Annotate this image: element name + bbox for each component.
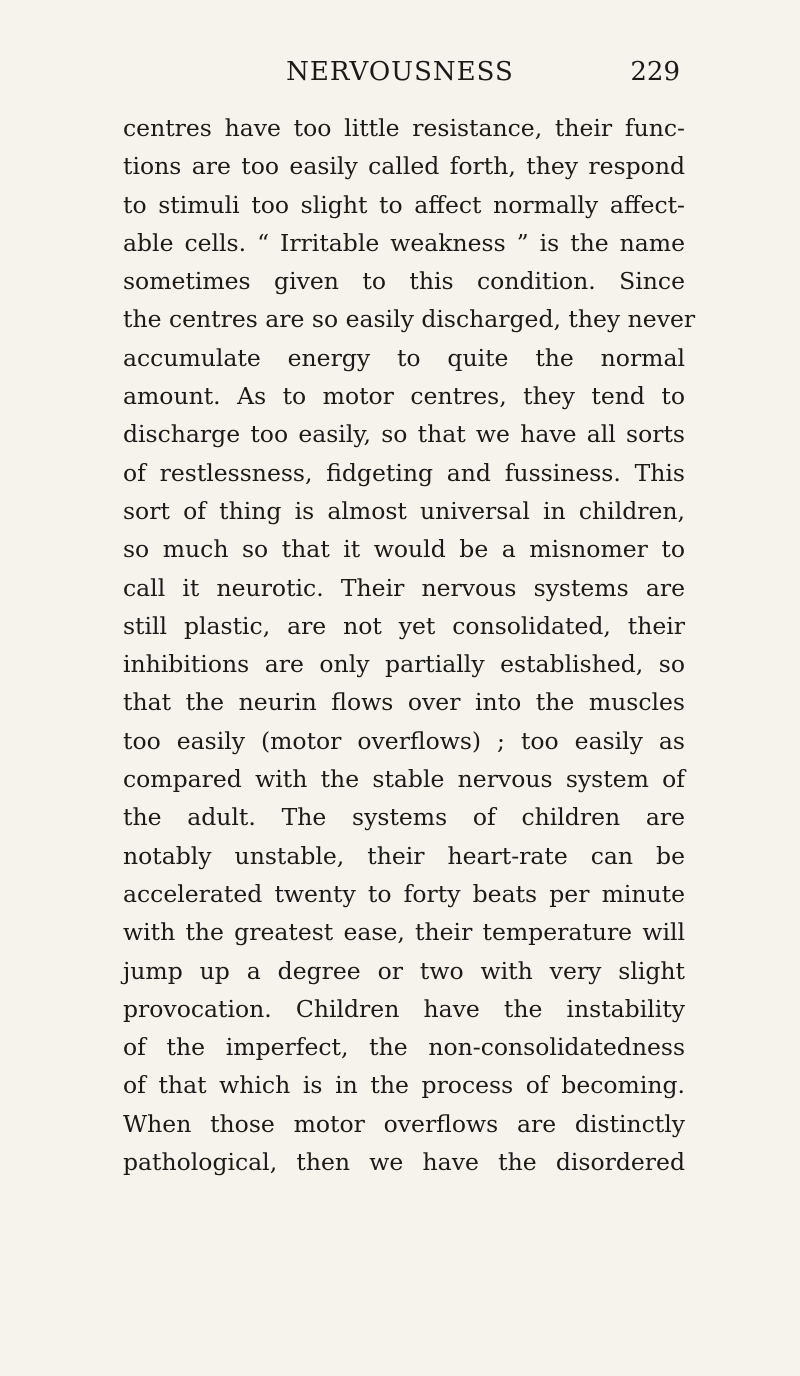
text-line: notably unstable, their heart-rate can be [123, 841, 685, 870]
text-line: the adult. The systems of children are [123, 803, 685, 832]
page-number: 229 [630, 57, 680, 87]
text-line: When those motor overflows are distinctly [123, 1109, 685, 1138]
text-line: centres have too little resistance, their func- [123, 114, 685, 142]
text-line: accelerated twenty to forty beats per minute [123, 879, 685, 908]
text-line: sort of thing is almost universal in children, [123, 496, 685, 525]
text-line: with the greatest ease, their temperature will [123, 918, 685, 947]
text-line: able cells. “ Irritable weakness ” is the name [123, 228, 685, 257]
text-line: amount. As to motor centres, they tend to [123, 382, 685, 411]
text-line: too easily (motor overflows) ; too easily as [123, 726, 685, 755]
text-line: that the neurin flows over into the muscles [123, 688, 685, 717]
running-title: NERVOUSNESS [286, 57, 514, 87]
text-line: pathological, then we have the disordered [123, 1148, 685, 1177]
running-head [0, 52, 800, 92]
text-line: so much so that it would be a misnomer to [123, 535, 685, 564]
text-line: still plastic, are not yet consolidated, their [123, 611, 685, 640]
text-line: discharge too easily, so that we have all sorts [123, 420, 685, 449]
text-line: accumulate energy to quite the normal [123, 343, 685, 372]
text-line: provocation. Children have the instability [123, 994, 685, 1023]
text-line: of the imperfect, the non-consolidatedness [123, 1033, 685, 1062]
text-line: jump up a degree or two with very slight [123, 956, 685, 985]
body-paragraph [123, 109, 696, 1181]
text-line: of restlessness, fidgeting and fussiness. This [123, 458, 685, 487]
text-line: sometimes given to this condition. Since [123, 267, 685, 296]
text-line: tions are too easily called forth, they respond [123, 152, 685, 181]
text-line: call it neurotic. Their nervous systems are [123, 573, 685, 602]
text-line: to stimuli too slight to affect normally affect- [123, 190, 685, 219]
text-line: of that which is in the process of becoming. [123, 1071, 685, 1100]
text-line: inhibitions are only partially established, so [123, 650, 685, 679]
text-line: compared with the stable nervous system of [123, 765, 685, 794]
text-line: the centres are so easily discharged, they never [123, 305, 696, 334]
